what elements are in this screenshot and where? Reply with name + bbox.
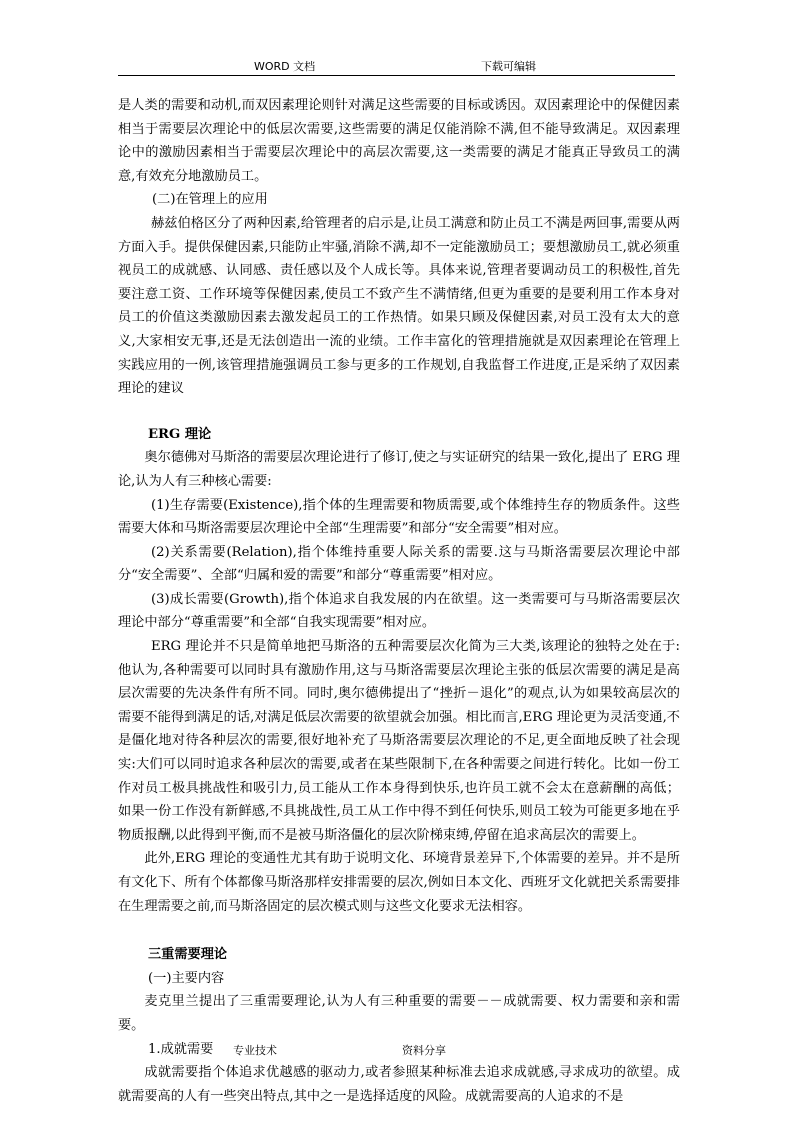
section-heading-three-needs: 三重需要理论 (148, 947, 228, 963)
paragraph: 奥尔德佛对马斯洛的需要层次理论进行了修订,使之与实证研究的结果一致化,提出了 ERG 理论,认为人有三种核心需要: (118, 450, 680, 489)
page-header (118, 54, 675, 76)
header-left-text: WORD 文档 (254, 60, 316, 73)
paragraph: ERG 理论并不只是简单地把马斯洛的五种需要层次化简为三大类,该理论的独特之处在于:他认为,各种需要可以同时具有激励作用,这与马斯洛需要层次理论主张的低层次需要的满足是高层次需要的先决条件有所不同。同时,奥尔德佛提出了“挫折－退化”的观点,认为如果较高层次的需要不能得到满足的话,对满足低层次需要的欲望就会加强。相比而言,ERG 理论更为灵活变通,不是僵化地对待各种层次的需要,很好地补充了马斯洛需要层次理论的不足,更全面地反映了社会现实:大们可以同时追求各种层次的需要,或者在某些限制下,在各种需要之间进行转化。比如一份工作对员工极具挑战性和吸引力,员工能从工作本身得到快乐,也许员工就不会太在意薪酬的高低；如果一份工作没有新鲜感,不具挑战性,员工从工作中得不到任何快乐,则员工较为可能更多地在乎物质报酬,以此得到平衡,而不是被马斯洛僵化的层次阶梯束缚,停留在追求高层次的需要上。 (118, 639, 680, 843)
paragraph: (1)生存需要(Existence),指个体的生理需要和物质需要,或个体维持生存的物质条件。这些需要大体和马斯洛需要层次理论中全部“生理需要”和部分“安全需要”相对应。 (118, 497, 680, 537)
footer-left-text: 专业技术 (233, 1044, 277, 1057)
section-subtitle: (二)在管理上的应用 (152, 192, 268, 208)
paragraph: 成就需要指个体追求优越感的驱动力,或者参照某种标准去追求成就感,寻求成功的欲望。成就需要高的人有一些突出特点,其中之一是选择适度的风险。成就需要高的人追求的不是 (118, 1065, 680, 1104)
paragraph: 此外,ERG 理论的变通性尤其有助于说明文化、环境背景差异下,个体需要的差异。并不是所有文化下、所有个体都像马斯洛那样安排需要的层次,例如日本文化、西班牙文化就把关系需要排在生理需要之前,而马斯洛固定的层次模式则与这些文化要求无法相容。 (118, 851, 680, 914)
header-right-text: 下载可编辑 (481, 60, 536, 73)
paragraph: 赫兹伯格区分了两种因素,给管理者的启示是,让员工满意和防止员工不满是两回事,需要从两方面入手。提供保健因素,只能防止牢骚,消除不满,却不一定能激励员工；要想激励员工,就必须重视员工的成就感、认同感、责任感以及个人成长等。具体来说,管理者要调动员工的积极性,首先要注意工资、工作环境等保健因素,使员工不致产生不满情绪,但更为重要的是要利用工作本身对员工的价值这类激励因素去激发起员工的工作热情。如果只顾及保健因素,对员工没有太大的意义,大家相安无事,还是无法创造出一流的业绩。工作丰富化的管理措施就是双因素理论在管理上实践应用的一例,该管理措施强调员工参与更多的工作规划,自我监督工作进度,正是采纳了双因素理论的建议 (118, 215, 680, 397)
section-subtitle: (一)主要内容 (148, 970, 225, 986)
paragraph: (2)关系需要(Relation),指个体维持重要人际关系的需要.这与马斯洛需要层次理论中部分“安全需要”、全部“归属和爱的需要”和部分“尊重需要”相对应。 (118, 544, 680, 584)
paragraph: 麦克里兰提出了三重需要理论,认为人有三种重要的需要－－成就需要、权力需要和亲和需要。 (118, 994, 680, 1033)
document-body (118, 94, 680, 1108)
section-heading-erg: ERG 理论 (148, 426, 212, 442)
section-subtitle: 1.成就需要 (148, 1041, 214, 1057)
paragraph: (3)成长需要(Growth),指个体追求自我发展的内在欲望。这一类需要可与马斯洛需要层次理论中部分“尊重需要”和全部“自我实现需要”相对应。 (118, 591, 680, 631)
footer-right-text: 资料分享 (402, 1044, 446, 1057)
paragraph: 是人类的需要和动机,而双因素理论则针对满足这些需要的目标或诱因。双因素理论中的保健因素相当于需要层次理论中的低层次需要,这些需要的满足仅能消除不满,但不能导致满足。双因素理论中的激励因素相当于需要层次理论中的高层次需要,这一类需要的满足才能真正导致员工的满意,有效充分地激励员工。 (118, 98, 680, 184)
